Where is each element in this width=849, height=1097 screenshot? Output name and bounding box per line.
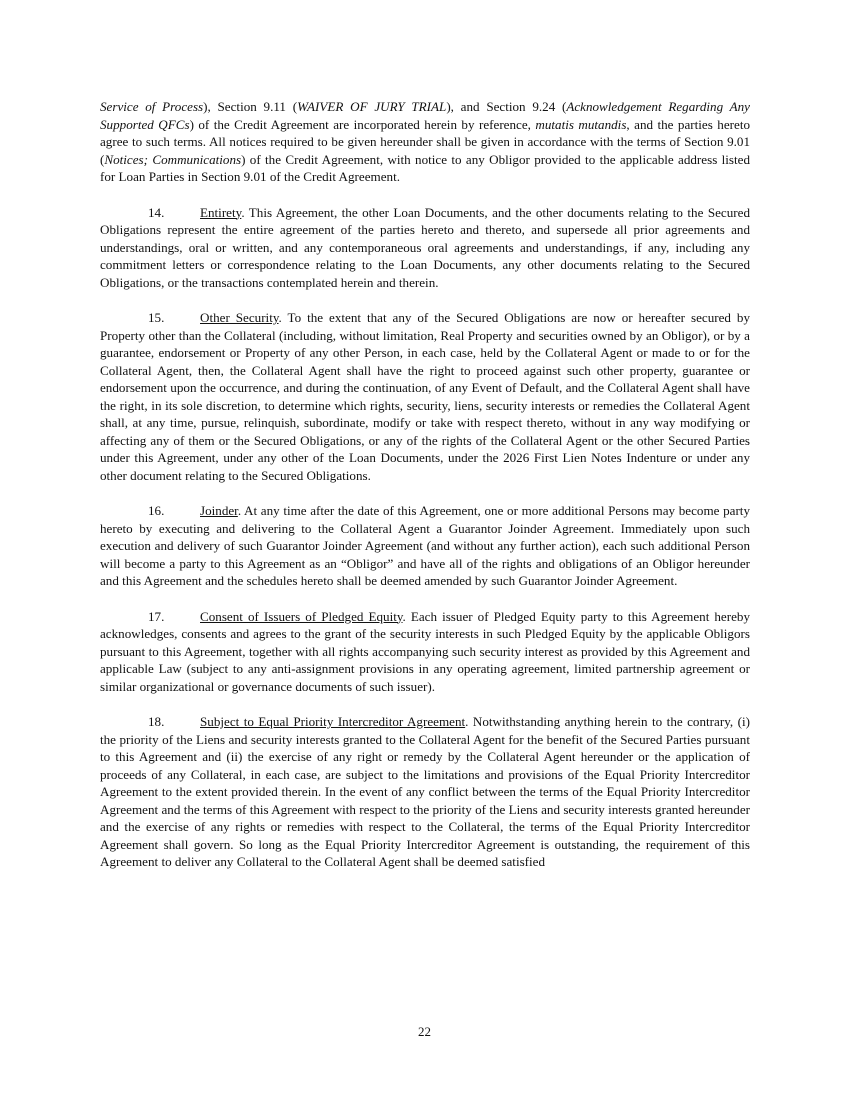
document-page: [100, 98, 750, 889]
section-number: 16.: [148, 503, 165, 518]
section-number: 14.: [148, 204, 165, 220]
section-heading: Joinder: [200, 503, 238, 518]
italic-term: Acknowledgement Regarding Any Supported QFCs: [100, 99, 750, 132]
section-15: [100, 309, 750, 484]
section-number: 18.: [148, 714, 165, 729]
section-heading: Consent of Issuers of Pledged Equity: [200, 608, 403, 624]
section-heading: Other Security: [200, 310, 279, 325]
intro-paragraph: Service of Process), Section 9.11 (WAIVER OF JURY TRIAL), and Section 9.24 (Acknowledgement Regarding Any Supported QFCs) of the Credit Agreement are incorporated herein by reference, mutatis mutandis, and the parties hereto agree to such terms. All notices required to be given hereunder shall be given in accordance with the terms of Section 9.01 (Notices; Communications) of the Credit Agreement, with notice to any Obligor provided to the applicable address listed for Loan Parties in Section 9.01 of the Credit Agreement.: [100, 99, 750, 184]
section-14: [100, 204, 750, 292]
section-heading: Subject to Equal Priority Intercreditor Agreement: [200, 714, 466, 729]
italic-term: Notices; Communications: [104, 151, 242, 167]
section-number: 17.: [148, 608, 165, 624]
page-number: 22: [418, 1024, 431, 1039]
section-body: . To the extent that any of the Secured Obligations are now or hereafter secured by Property other than the Collateral (including, without limitation, Real Property and securities owned by an Obligor), or by a guarantee, endorsement or Property of any other Person, in each case, held by the Collateral Agent or made to or for the Collateral Agent, then, the Collateral Agent shall have the right to proceed against such other property, guarantee or endorsement upon the occurrence, and during the continuation, of any Event of Default, and the Collateral Agent shall have the right, in its sole discretion, to determine which rights, security, liens, security interests or remedies the Collateral Agent shall, at any time, pursue, relinquish, subordinate, modify or take with respect thereto, without in any way modifying or affecting any of them or the Secured Obligations, or any of the rights of the Collateral Agent or the other Secured Parties under this Agreement, under any other of the Loan Documents, under the 2026 First Lien Notes Indenture or under any other document relating to the Secured Obligations.: [100, 310, 750, 483]
italic-term: mutatis mutandis: [535, 116, 627, 132]
section-18: [100, 713, 750, 871]
section-number: 15.: [148, 310, 165, 325]
section-17: [100, 608, 750, 696]
section-heading: Entirety: [200, 204, 242, 220]
italic-term: Service of Process: [100, 99, 204, 114]
section-body: . Notwithstanding anything herein to the contrary, (i) the priority of the Liens and security interests granted to the Collateral Agent for the benefit of the Secured Parties pursuant to this Agreement and (ii) the exercise of any right or remedy by the Collateral Agent hereunder or the application of proceeds of any Collateral, in each case, are subject to the limitations and provisions of the Equal Priority Intercreditor Agreement to the extent provided therein. In the event of any conflict between the terms of the Equal Priority Intercreditor Agreement and the terms of this Agreement with respect to the priority of the Liens and security interests granted hereunder and the exercise of any rights or remedies with respect to the Collateral, the terms of the Equal Priority Intercreditor Agreement shall govern. So long as the Equal Priority Intercreditor Agreement is outstanding, the requirement of this Agreement to deliver any Collateral to the Collateral Agent shall be deemed satisfied: [100, 714, 750, 869]
italic-term: WAIVER OF JURY TRIAL: [297, 99, 447, 114]
section-body: . Each issuer of Pledged Equity party to this Agreement hereby acknowledges, consents and agrees to the grant of the security interests in such Pledged Equity by the applicable Obligors pursuant to this Agreement, together with all rights accompanying such security interest as provided by this Agreement and applicable Law (subject to any anti-assignment provisions in any operating agreement, limited partnership agreement or similar organizational or governance documents of such issuer).: [100, 608, 750, 694]
section-body: . This Agreement, the other Loan Documents, and the other documents relating to the Secured Obligations represent the entire agreement of the parties hereto and thereto, and supersede all prior agreements and understandings, oral or written, and any contemporaneous oral agreements and understandings, if any, including any commitment letters or correspondence relating to the Loan Documents, any other documents relating to the Secured Obligations, or the transactions contemplated herein and therein.: [100, 204, 750, 290]
section-16: [100, 502, 750, 590]
section-body: . At any time after the date of this Agreement, one or more additional Persons may become party hereto by executing and delivering to the Collateral Agent a Guarantor Joinder Agreement. Immediately upon such execution and delivery of such Guarantor Joinder Agreement (and without any further action), each such additional Person will become a party to this Agreement as an “Obligor” and have all of the rights and obligations of an Obligor hereunder and this Agreement and the schedules hereto shall be deemed amended by such Guarantor Joinder Agreement.: [100, 503, 750, 588]
